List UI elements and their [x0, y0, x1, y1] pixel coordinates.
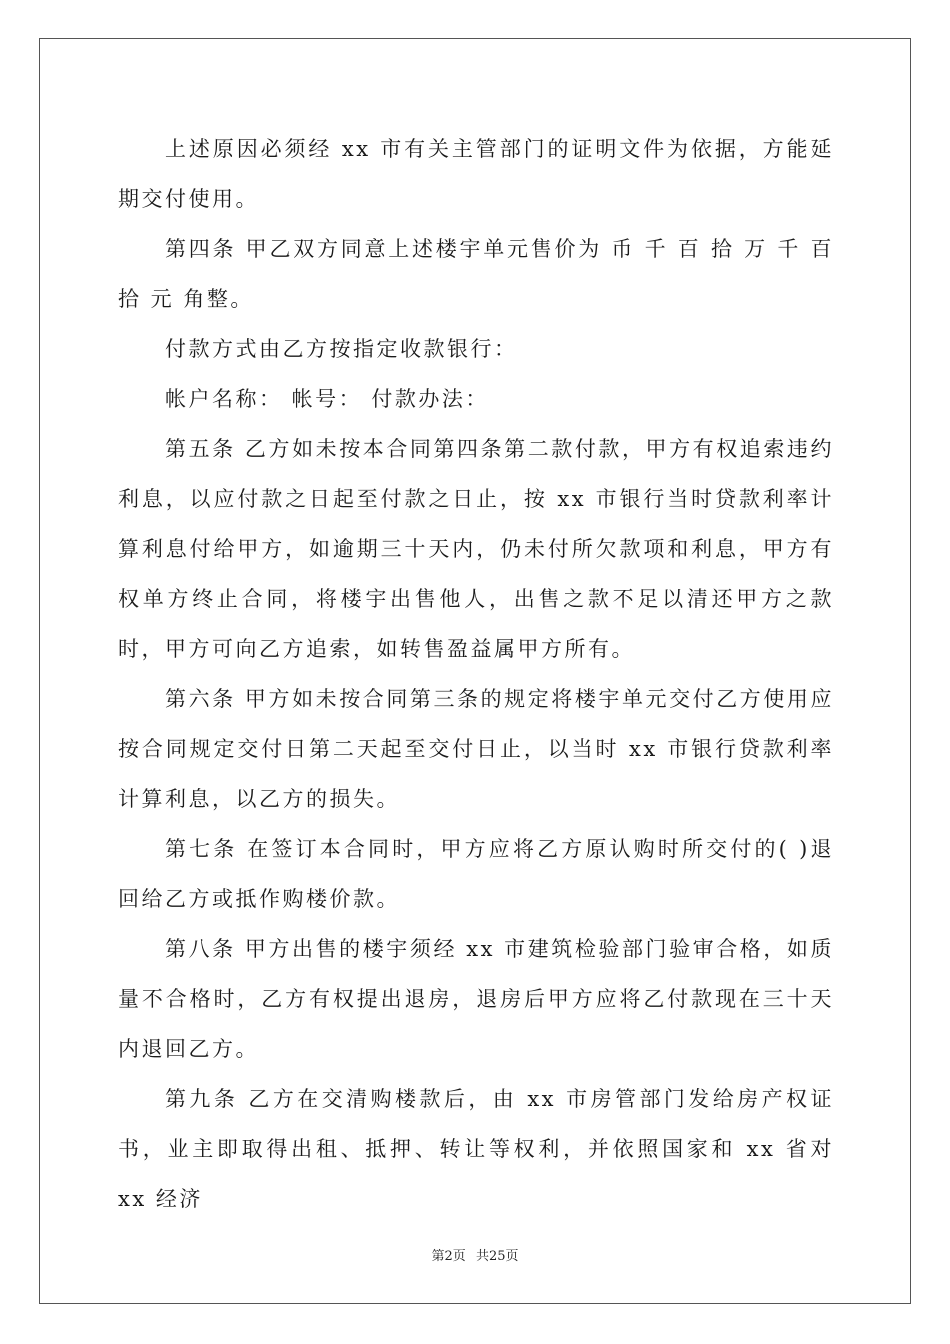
paragraph: 第九条 乙方在交清购楼款后，由 xx 市房管部门发给房产权证书，业主即取得出租、抵押、转让等权利，并依照国家和 xx 省对 xx 经济	[118, 1087, 834, 1211]
page-number: 第2页	[431, 1249, 466, 1264]
paragraph: 第四条 甲乙双方同意上述楼宇单元售价为 币 千 百 拾 万 千 百 拾 元 角整。	[118, 237, 834, 311]
paragraph: 第六条 甲方如未按合同第三条的规定将楼宇单元交付乙方使用应按合同规定交付日第二天起至交付日止，以当时 xx 市银行贷款利率计算利息，以乙方的损失。	[118, 687, 834, 811]
document-body	[118, 124, 834, 1224]
paragraph: 付款方式由乙方按指定收款银行：	[165, 337, 518, 361]
total-pages: 共25页	[475, 1249, 519, 1264]
page-footer	[0, 1245, 950, 1264]
paragraph: 第八条 甲方出售的楼宇须经 xx 市建筑检验部门验审合格，如质量不合格时，乙方有权提出退房，退房后甲方应将乙付款现在三十天内退回乙方。	[118, 937, 834, 1061]
paragraph: 第五条 乙方如未按本合同第四条第二款付款，甲方有权追索违约利息，以应付款之日起至付款之日止，按 xx 市银行当时贷款利率计算利息付给甲方，如逾期三十天内，仍未付所欠款项和利息，甲方有权单方终止合同，将楼宇出售他人，出售之款不足以清还甲方之款时，甲方可向乙方追索，如转售盈益属甲方所有。	[118, 437, 834, 661]
paragraph: 第七条 在签订本合同时，甲方应将乙方原认购时所交付的( )退回给乙方或抵作购楼价款。	[118, 837, 834, 911]
paragraph: 上述原因必须经 xx 市有关主管部门的证明文件为依据，方能延期交付使用。	[118, 137, 834, 211]
paragraph: 帐户名称： 帐号： 付款办法：	[165, 387, 489, 411]
